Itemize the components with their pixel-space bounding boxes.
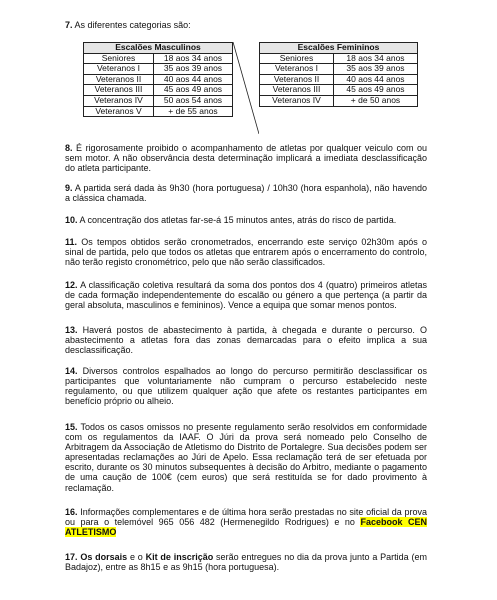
rule-number: 14. xyxy=(65,366,78,376)
rule-text: Os tempos obtidos serão cronometrados, encerrando este serviço 02h30m após o sinal de partida, pelo que todos os atletas que entrarem após o encerramento do controlo, não terão registo cronométrico, pelo que não serão classificados. xyxy=(65,237,427,268)
category-name: Veteranos II xyxy=(260,74,334,85)
age-range: 40 aos 44 anos xyxy=(334,74,418,85)
rule-12 xyxy=(65,280,427,310)
rule-number: 17. xyxy=(65,552,78,562)
age-range: + de 50 anos xyxy=(334,95,418,106)
female-table-title: Escalões Femininos xyxy=(260,43,418,54)
rule-number: 9. xyxy=(65,183,73,193)
age-range: + de 55 anos xyxy=(154,106,233,117)
table-row xyxy=(260,64,418,75)
category-name: Veteranos III xyxy=(260,85,334,96)
section-number: 7. xyxy=(65,20,73,30)
rule-text: Informações complementares e de última hora serão prestadas no site oficial da prova ou para o telemóvel 965 056 482 (Hermenegildo Rodrigues) e no xyxy=(65,507,427,528)
kit-label: Kit de inscrição xyxy=(145,552,214,562)
age-range: 18 aos 34 anos xyxy=(334,53,418,64)
table-row xyxy=(84,64,233,75)
age-range: 35 aos 39 anos xyxy=(154,64,233,75)
age-range: 45 aos 49 anos xyxy=(334,85,418,96)
table-row xyxy=(84,106,233,117)
rule-9 xyxy=(65,183,427,203)
age-range: 45 aos 49 anos xyxy=(154,85,233,96)
rule-number: 13. xyxy=(65,325,78,335)
rule-text-mid: e o xyxy=(127,552,146,562)
rule-number: 8. xyxy=(65,143,73,153)
rule-text: A partida será dada às 9h30 (hora portuguesa) / 10h30 (hora espanhola), não havendo a clássica chamada. xyxy=(65,183,427,204)
category-name: Veteranos IV xyxy=(84,95,154,106)
dorsais-label: Os dorsais xyxy=(77,552,128,562)
table-row xyxy=(260,74,418,85)
rule-number: 16. xyxy=(65,507,78,517)
age-range: 40 aos 44 anos xyxy=(154,74,233,85)
female-categories-table xyxy=(259,42,418,107)
rule-number: 15. xyxy=(65,422,78,432)
rule-number: 12. xyxy=(65,280,78,290)
rule-16 xyxy=(65,507,427,537)
male-table-title: Escalões Masculinos xyxy=(84,43,233,54)
rule-8 xyxy=(65,143,427,173)
age-range: 18 aos 34 anos xyxy=(154,53,233,64)
rule-number: 11. xyxy=(65,237,78,247)
rule-text: Todos os casos omissos no presente regulamento serão resolvidos em conformidade com os regulamentos da IAAF. O Júri da prova será nomeado pelo Conselho de Arbitragem da Associação de Atletismo do Distrito de Portalegre. Sua decisões podem ser apresentadas reclamações ao Júri de Apelo. Essa reclamação terá de ser efetuada por escrito, durante os 30 minutos subsequentes à decisão do Arbitro, mediante o pagamento de uma caução de 100€ (cem euros) que será restituída se for dado provimento à reclamação. xyxy=(65,422,427,493)
table-divider xyxy=(233,42,259,134)
age-range: 50 aos 54 anos xyxy=(154,95,233,106)
rule-14 xyxy=(65,366,427,406)
age-range: 35 aos 39 anos xyxy=(334,64,418,75)
rule-text: serão entregues no dia da prova junto a Partida (em Badajoz), entre as 8h15 e as 9h15 (hora portuguesa). xyxy=(65,552,427,573)
rule-text: Diversos controlos espalhados ao longo do percurso permitirão desclassificar os participantes que voluntariamente não cumpram o percurso estabelecido neste regulamento, ou que utilizem qualquer ação que afete os restantes participantes em benefício próprio ou alheio. xyxy=(65,366,427,407)
category-name: Veteranos II xyxy=(84,74,154,85)
table-row xyxy=(260,95,418,106)
male-categories-table xyxy=(83,42,233,117)
table-row xyxy=(84,74,233,85)
rule-15 xyxy=(65,422,427,493)
category-name: Veteranos V xyxy=(84,106,154,117)
table-row xyxy=(260,85,418,96)
rule-10 xyxy=(65,215,427,225)
rule-number: 10. xyxy=(65,215,78,225)
section-text: As diferentes categorias são: xyxy=(72,20,191,30)
table-row xyxy=(84,95,233,106)
rule-13 xyxy=(65,325,427,355)
category-name: Veteranos I xyxy=(260,64,334,75)
categories-tables xyxy=(83,42,418,134)
table-row xyxy=(84,85,233,96)
category-name: Seniores xyxy=(84,53,154,64)
rule-text: É rigorosamente proibido o acompanhamento de atletas por qualquer veiculo com ou sem motor. A não observância desta determinação implicará a imediata desclassificação do atleta participante. xyxy=(65,143,427,174)
table-row xyxy=(84,53,233,64)
rule-text: Haverá postos de abastecimento à partida, à chegada e durante o percurso. O abastecimento a atletas fora das zonas demarcadas para o efeito implica a sua desclassificação. xyxy=(65,325,427,356)
facebook-highlight: Facebook CEN ATLETISMO xyxy=(65,517,427,538)
categories-intro xyxy=(65,20,191,30)
rule-text: A concentração dos atletas far-se-á 15 minutos antes, atrás do risco de partida. xyxy=(77,215,397,225)
category-name: Veteranos IV xyxy=(260,95,334,106)
category-name: Veteranos I xyxy=(84,64,154,75)
category-name: Veteranos III xyxy=(84,85,154,96)
rule-17 xyxy=(65,552,427,572)
rule-11 xyxy=(65,237,427,267)
category-name: Seniores xyxy=(260,53,334,64)
rule-text: A classificação coletiva resultará da soma dos pontos dos 4 (quatro) primeiros atletas de cada formação independentemente do escalão ou género a que pertença (a partir da geral absoluta, masculinos e femininos). Vence a equipa que somar menos pontos. xyxy=(65,280,427,311)
table-row xyxy=(260,53,418,64)
